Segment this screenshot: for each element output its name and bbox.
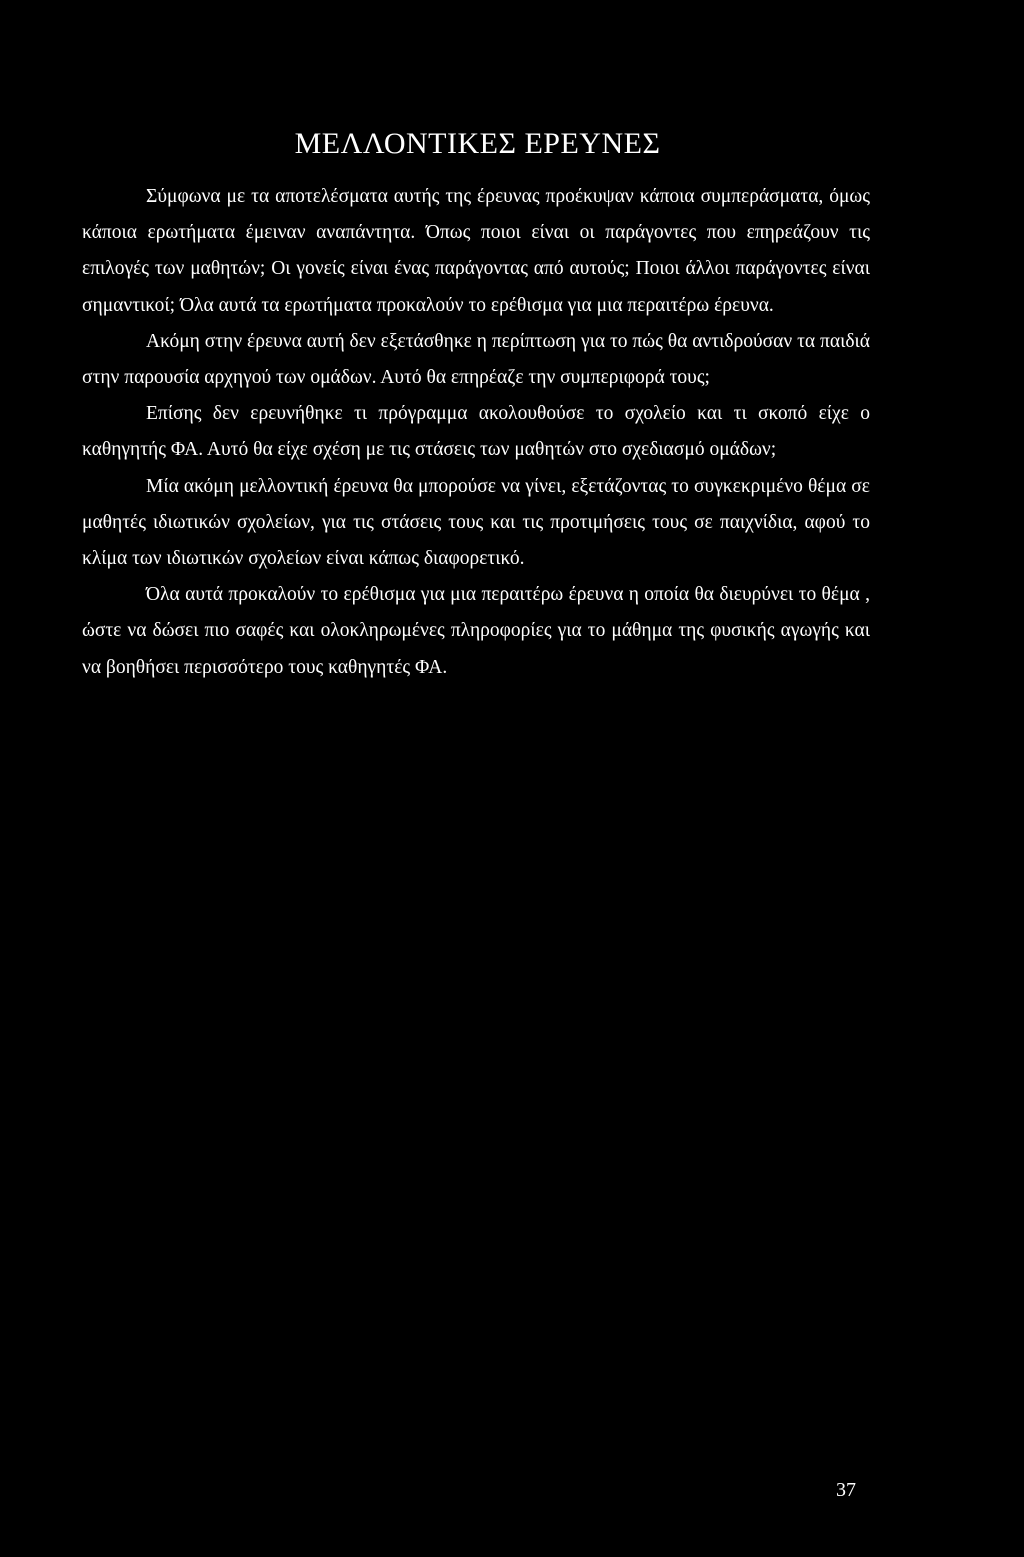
paragraph-5: Όλα αυτά προκαλούν το ερέθισμα για μια περαιτέρω έρευνα η οποία θα διευρύνει το θέμα , ώστε να δώσει πιο σαφές και ολοκληρωμένες πληροφορίες για το μάθημα της φυσικής αγωγής και να βοηθήσει περισσότερο τους καθηγητές ΦΑ. — [82, 584, 870, 678]
paragraph-3: Επίσης δεν ερευνήθηκε τι πρόγραμμα ακολουθούσε το σχολείο και τι σκοπό είχε ο καθηγητής ΦΑ. Αυτό θα είχε σχέση με τις στάσεις των μαθητών στο σχεδιασμό ομάδων; — [82, 403, 870, 461]
document-body — [82, 179, 870, 686]
page-title: ΜΕΛΛΟΝΤΙΚΕΣ ΕΡΕΥΝΕΣ — [294, 127, 661, 160]
paragraph-1: Σύμφωνα με τα αποτελέσματα αυτής της έρευνας προέκυψαν κάποια συμπεράσματα, όμως κάποια ερωτήματα έμειναν αναπάντητα. Όπως ποιοι είναι οι παράγοντες που επηρεάζουν τις επιλογές των μαθητών; Οι γονείς είναι ένας παράγοντας από αυτούς; Ποιοι άλλοι παράγοντες είναι σημαντικοί; Όλα αυτά τα ερωτήματα προκαλούν το ερέθισμα για μια περαιτέρω έρευνα. — [82, 186, 870, 316]
paragraph-4: Μία ακόμη μελλοντική έρευνα θα μπορούσε να γίνει, εξετάζοντας το συγκεκριμένο θέμα σε μαθητές ιδιωτικών σχολείων, για τις στάσεις τους και τις προτιμήσεις τους σε παιχνίδια, αφού το κλίμα των ιδιωτικών σχολείων είναι κάπως διαφορετικό. — [82, 475, 870, 570]
page-number: 37 — [836, 1479, 856, 1501]
paragraph-2: Ακόμη στην έρευνα αυτή δεν εξετάσθηκε η περίπτωση για το πώς θα αντιδρούσαν τα παιδιά στην παρουσία αρχηγού των ομάδων. Αυτό θα επηρέαζε την συμπεριφορά τους; — [82, 330, 870, 389]
